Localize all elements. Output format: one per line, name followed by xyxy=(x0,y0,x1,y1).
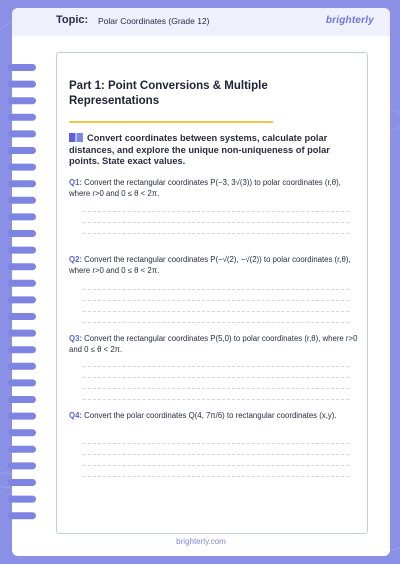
spiral-ring xyxy=(8,247,36,254)
answer-line xyxy=(83,454,349,455)
spiral-ring xyxy=(8,512,36,519)
intro-text: Convert coordinates between systems, calculate polar distances, and explore the unique non-uniqueness of polar points. State exact values. xyxy=(69,133,330,166)
spiral-ring xyxy=(8,230,36,237)
answer-line xyxy=(83,443,349,444)
spiral-ring xyxy=(8,180,36,187)
answer-line xyxy=(83,211,349,212)
question-text: Convert the rectangular coordinates P(−3, 3√(3)) to polar coordinates (r,θ), where r>0 and 0 ≤ θ < 2π. xyxy=(69,178,341,198)
answer-area-1[interactable] xyxy=(83,211,349,244)
notebook-rings xyxy=(6,58,40,528)
answer-line xyxy=(83,289,349,290)
answer-line xyxy=(83,465,349,466)
spiral-ring xyxy=(8,130,36,137)
topic-value: Polar Coordinates (Grade 12) xyxy=(98,16,210,26)
spiral-ring xyxy=(8,147,36,154)
spiral-ring xyxy=(8,197,36,204)
spiral-ring xyxy=(8,213,36,220)
answer-line xyxy=(83,476,349,477)
question-text: Convert the rectangular coordinates P(5,0) to polar coordinates (r,θ), where r>0 and 0 ≤ θ < 2π. xyxy=(69,334,358,354)
spiral-ring xyxy=(8,496,36,503)
footer-url[interactable]: brighterly.com xyxy=(176,537,226,546)
spiral-ring xyxy=(8,462,36,469)
spiral-ring xyxy=(8,429,36,436)
answer-line xyxy=(83,377,349,378)
question-number: Q4: xyxy=(69,411,82,420)
spiral-ring xyxy=(8,263,36,270)
spiral-ring xyxy=(8,114,36,121)
spiral-ring xyxy=(8,296,36,303)
spiral-ring xyxy=(8,280,36,287)
spiral-ring xyxy=(8,379,36,386)
book-icon xyxy=(69,133,83,142)
question-number: Q1: xyxy=(69,178,82,187)
spiral-ring xyxy=(8,64,36,71)
spiral-ring xyxy=(8,346,36,353)
answer-line xyxy=(83,388,349,389)
spiral-ring xyxy=(8,446,36,453)
section-intro xyxy=(69,133,361,168)
question-4 xyxy=(69,411,361,422)
content-panel xyxy=(56,52,368,534)
answer-line xyxy=(83,311,349,312)
answer-line xyxy=(83,300,349,301)
topic-label: Topic: xyxy=(56,14,89,26)
answer-line xyxy=(83,399,349,400)
topic-bar xyxy=(12,8,390,36)
spiral-ring xyxy=(8,479,36,486)
question-number: Q2: xyxy=(69,255,82,264)
question-3 xyxy=(69,334,361,355)
answer-line xyxy=(83,322,349,323)
spiral-ring xyxy=(8,313,36,320)
question-number: Q3: xyxy=(69,334,82,343)
spiral-ring xyxy=(8,97,36,104)
question-text: Convert the polar coordinates Q(4, 7π/6) to rectangular coordinates (x,y). xyxy=(84,411,337,420)
answer-area-3[interactable] xyxy=(83,366,349,410)
answer-line xyxy=(83,233,349,234)
section-title: Part 1: Point Conversions & Multiple Representations xyxy=(69,80,268,107)
question-1 xyxy=(69,178,361,199)
spiral-ring xyxy=(8,330,36,337)
spiral-ring xyxy=(8,81,36,88)
title-underline xyxy=(69,121,273,123)
answer-line xyxy=(83,222,349,223)
question-text: Convert the rectangular coordinates P(−√(2), −√(2)) to polar coordinates (r,θ), where r>0 and 0 ≤ θ < 2π. xyxy=(69,255,351,275)
spiral-ring xyxy=(8,396,36,403)
answer-area-4[interactable] xyxy=(83,443,349,487)
worksheet-page xyxy=(12,8,390,556)
brighterly-logo: brighterly xyxy=(325,15,374,26)
spiral-ring xyxy=(8,413,36,420)
answer-area-2[interactable] xyxy=(83,289,349,333)
spiral-ring xyxy=(8,164,36,171)
question-2 xyxy=(69,255,361,276)
spiral-ring xyxy=(8,363,36,370)
answer-line xyxy=(83,366,349,367)
